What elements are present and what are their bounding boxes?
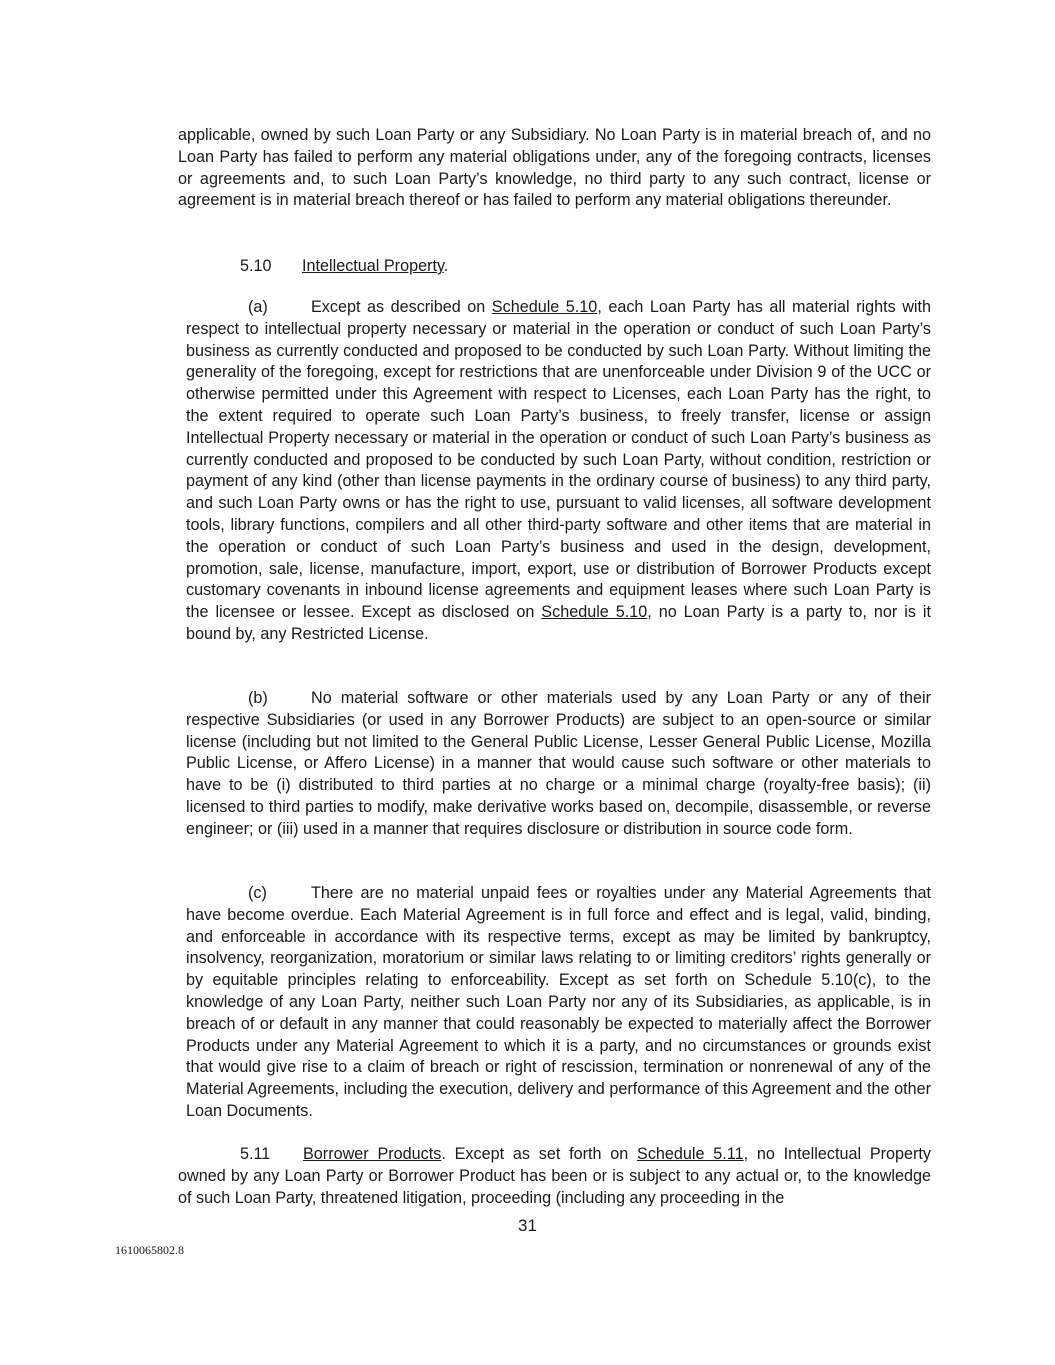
paragraph-c xyxy=(186,883,931,1123)
paragraph-text: , no Loan Party is a party to, nor is it bound by, any Restricted License. xyxy=(186,603,931,643)
section-title-end: . xyxy=(443,257,449,275)
paragraph-b xyxy=(186,688,931,841)
section-number: 5.10 xyxy=(240,257,272,275)
intro-paragraph xyxy=(178,125,931,212)
schedule-reference: Schedule 5.10 xyxy=(491,298,598,316)
section-number: 5.11 xyxy=(240,1145,271,1163)
page-number: 31 xyxy=(518,1216,537,1235)
paragraph-marker: (c) xyxy=(248,884,267,902)
paragraph-text: , each Loan Party has all material rights with respect to intellectual property necessary or material in the operation or conduct of such Loan Party’s business as currently conducted and proposed to be conducted by such Loan Party. Without limiting the generality of the foregoing, except for restrictions that are unenforceable under Division 9 of the UCC or otherwise permitted under this Agreement with respect to Licenses, each Loan Party has the right, to the extent required to operate such Loan Party’s business, to freely transfer, license or assign Intellectual Property necessary or material in the operation or conduct of such Loan Party’s business as currently conducted and proposed to be conducted by such Loan Party, without condition, restriction or payment of any kind (other than license payments in the ordinary course of business) to any third party, and such Loan Party owns or has the right to use, pursuant to valid licenses, all software development tools, library functions, compilers and all other third-party software and other items that are material in the operation or conduct of such Loan Party’s business and used in the design, development, promotion, sale, license, manufacture, import, export, use or distribution of Borrower Products except customary covenants in inbound license agreements and equipment leases where such Loan Party is the licensee or lessee. Except as disclosed on xyxy=(186,298,931,622)
schedule-reference: Schedule 5.10 xyxy=(541,603,648,622)
intro-text: applicable, owned by such Loan Party or any Subsidiary. No Loan Party is in material breach of, and no Loan Party has failed to perform any material obligations under, any of the foregoing contracts, licenses or agreements and, to such Loan Party’s knowledge, no third party to any such contract, license or agreement is in material breach thereof or has failed to perform any material obligations thereunder. xyxy=(178,126,931,210)
paragraph-text: . Except as set forth on xyxy=(441,1145,638,1163)
section-5-10-heading xyxy=(240,256,740,278)
paragraph-text: No material software or other materials used by any Loan Party or any of their respective Subsidiaries (or used in any Borrower Products) are subject to an open-source or similar license (including but not limited to the General Public License, Lesser General Public License, Mozilla Public License, or Affero License) in a manner that would cause such software or other materials to have to be (i) distributed to third parties at no charge or a minimal charge (royalty-free basis); (ii) licensed to third parties to modify, make derivative works based on, decompile, disassemble, or reverse engineer; or (iii) used in a manner that requires disclosure or distribution in source code form. xyxy=(186,689,931,838)
section-title: Borrower Products xyxy=(303,1145,442,1163)
paragraph-text: There are no material unpaid fees or royalties under any Material Agreements that have become overdue. Each Material Agreement is in full force and effect and is legal, valid, binding, and enforceable in accordance with its respective terms, except as may be limited by bankruptcy, insolvency, reorganization, moratorium or similar laws relating to or limiting creditors’ rights generally or by equitable principles relating to enforceability. Except as set forth on Schedule 5.10(c), to the knowledge of any Loan Party, neither such Loan Party nor any of its Subsidiaries, as applicable, is in breach of or default in any manner that could reasonably be expected to materially affect the Borrower Products under any Material Agreement to which it is a party, and no circumstances or grounds exist that would give rise to a claim of breach or right of rescission, termination or nonrenewal of any of the Material Agreements, including the execution, delivery and performance of this Agreement and the other Loan Documents. xyxy=(186,884,931,1120)
paragraph-marker: (a) xyxy=(248,298,268,316)
schedule-reference: Schedule 5.11 xyxy=(637,1145,744,1163)
paragraph-a xyxy=(186,297,931,646)
document-id: 1610065802.8 xyxy=(115,1243,184,1257)
paragraph-marker: (b) xyxy=(248,689,268,707)
paragraph-text: Except as described on xyxy=(311,298,492,316)
section-title: Intellectual Property xyxy=(302,257,444,275)
paragraph-text: , no Intellectual Property owned by any Loan Party or Borrower Product has been or is subject to any actual or, to the knowledge of such Loan Party, threatened litigation, proceeding (including any proceeding in the xyxy=(178,1145,931,1207)
section-5-11 xyxy=(178,1144,931,1209)
